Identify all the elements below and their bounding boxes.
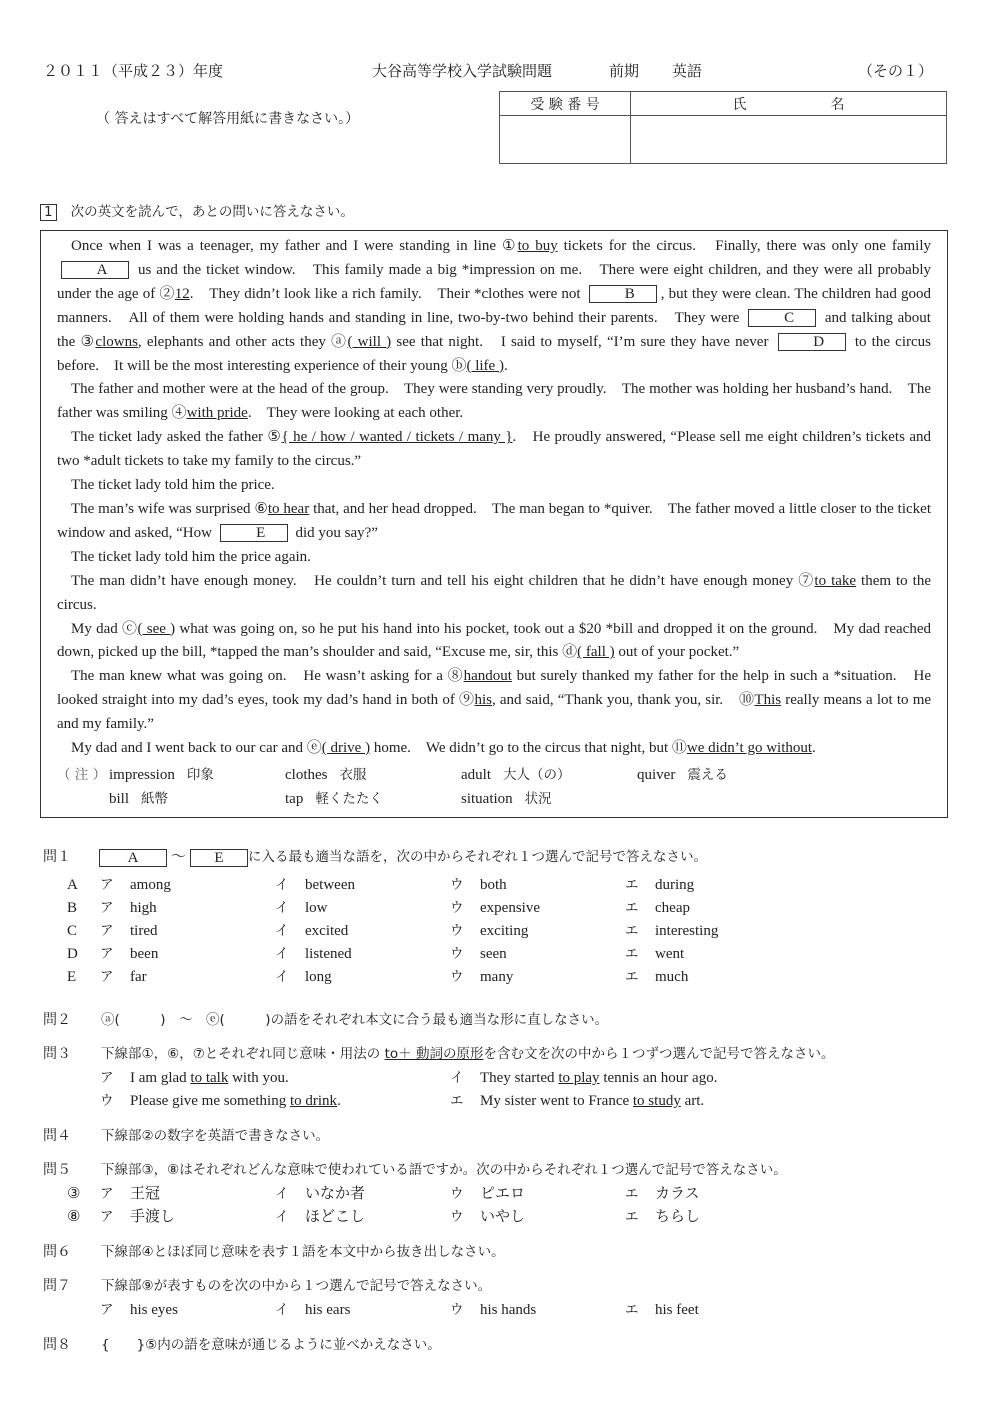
option-key: ウ <box>450 1185 464 1202</box>
passage-paragraph <box>57 235 931 378</box>
underlined-phrase: ( drive ) <box>321 740 371 757</box>
answer-option[interactable] <box>275 966 332 989</box>
answer-option[interactable] <box>100 897 157 920</box>
option-row <box>40 1090 948 1113</box>
underlined-phrase: ( fall ) <box>577 644 615 661</box>
glossary-meaning: 状況 <box>524 790 552 807</box>
question-text: 下線部④とほぼ同じ意味を表す１語を本文中から抜き出しなさい。 <box>101 1243 505 1260</box>
answer-option[interactable] <box>450 920 528 943</box>
answer-option[interactable] <box>275 897 328 920</box>
question-number: 問４ <box>43 1127 71 1144</box>
option-row <box>40 1067 948 1090</box>
option-text: 手渡し <box>130 1208 176 1225</box>
option-key: エ <box>625 899 639 916</box>
answer-option[interactable] <box>100 1090 341 1113</box>
glossary-word: clothes <box>285 766 328 783</box>
answer-option[interactable] <box>100 874 171 897</box>
option-text: expensive <box>480 899 540 916</box>
option-key: エ <box>625 1185 639 1202</box>
glossary-notes <box>57 763 931 811</box>
question-number: 問１ <box>43 848 71 865</box>
option-row <box>40 1183 948 1206</box>
exam-year: ２０１１（平成２３）年度 <box>43 62 224 80</box>
question-7-options <box>40 1299 948 1322</box>
option-underlined: to drink <box>289 1092 338 1109</box>
passage-text: them to the circus. <box>57 572 931 613</box>
option-text: interesting <box>655 922 719 939</box>
option-key: エ <box>625 1301 639 1318</box>
passage-paragraph <box>57 665 931 737</box>
option-text: both <box>480 876 507 893</box>
exam-number-label: 受 験 番 号 <box>500 92 631 116</box>
underlined-phrase: to buy <box>517 238 558 254</box>
question-number: 問６ <box>43 1243 71 1260</box>
underlined-phrase: clowns <box>95 333 138 350</box>
passage-text: , elephants and other acts they ⓐ <box>137 333 348 350</box>
option-text: during <box>655 876 695 893</box>
option-text: long <box>305 968 332 985</box>
question-6 <box>43 1241 948 1263</box>
question-4 <box>43 1125 948 1147</box>
underlined-phrase: to hear <box>267 500 310 517</box>
passage-paragraph <box>57 737 931 761</box>
exam-subject: 英語 <box>672 62 703 80</box>
option-text: much <box>655 968 689 985</box>
passage-text: . They were looking at each other. <box>247 405 464 422</box>
passage-paragraph <box>57 426 931 474</box>
option-row-label: ③ <box>67 1185 81 1202</box>
section-1-heading <box>40 200 354 221</box>
question-number: 問７ <box>43 1277 71 1294</box>
answer-option[interactable] <box>100 1067 289 1090</box>
question-text: { }⑤内の語を意味が通じるように並べかえなさい。 <box>101 1336 441 1353</box>
glossary-item <box>637 763 787 787</box>
glossary-meaning: 印象 <box>186 766 214 783</box>
underlined-phrase: ( see ) <box>137 620 176 637</box>
blank-box-b: B <box>589 285 657 303</box>
passage-paragraph <box>57 378 931 426</box>
answer-option[interactable] <box>100 1183 160 1206</box>
option-text: among <box>130 876 171 893</box>
option-text: his eyes <box>130 1301 178 1318</box>
option-key: イ <box>275 1208 289 1225</box>
option-text: excited <box>305 922 349 939</box>
option-key: ア <box>100 876 114 893</box>
option-row <box>40 966 948 989</box>
option-row-label: E <box>67 968 77 985</box>
passage-text: did you say?” <box>291 524 378 541</box>
question-1-options <box>40 874 948 989</box>
underlined-phrase: handout <box>463 668 512 685</box>
option-text: his ears <box>305 1301 351 1318</box>
option-text: exciting <box>480 922 529 939</box>
option-key: イ <box>275 1185 289 1202</box>
option-key: ウ <box>450 922 464 939</box>
option-text: cheap <box>655 899 690 916</box>
option-text: low <box>305 899 328 916</box>
exam-body <box>40 230 948 1376</box>
option-key: エ <box>625 945 639 962</box>
answer-option[interactable] <box>450 897 540 920</box>
option-row-label: D <box>67 945 78 962</box>
glossary-word: tap <box>285 790 304 807</box>
glossary-item <box>461 787 637 811</box>
option-key: イ <box>275 1301 289 1318</box>
option-text: his feet <box>655 1301 699 1318</box>
option-key: ア <box>100 899 114 916</box>
passage-text: , and said, “Thank you, thank you, sir. ⑩ <box>491 692 755 709</box>
question-text: 下線部②の数字を英語で書きなさい。 <box>101 1127 330 1144</box>
notes-indent <box>57 787 109 811</box>
glossary-word: bill <box>109 790 130 807</box>
passage-paragraphs <box>57 235 931 761</box>
question-1 <box>43 846 948 868</box>
answer-option[interactable] <box>450 1299 536 1322</box>
passage-text: . They didn’t look like a rich family. Their *clothes were not <box>189 285 585 302</box>
question-5-options <box>40 1183 948 1229</box>
passage-paragraph <box>57 474 931 498</box>
glossary-line <box>57 763 931 787</box>
question-text: 下線部③，⑧はそれぞれどんな意味で使われている語ですか。次の中からそれぞれ１つ選んで記号で答えなさい。 <box>101 1161 787 1178</box>
answer-option[interactable] <box>100 943 158 966</box>
glossary-word: situation <box>461 790 513 807</box>
answer-option[interactable] <box>100 966 147 989</box>
option-text: tired <box>130 922 158 939</box>
passage-text: home. We didn’t go to the circus that night, but ⑪ <box>370 740 687 757</box>
option-key: ウ <box>450 945 464 962</box>
answer-option[interactable] <box>450 943 507 966</box>
section-number: 1 <box>40 204 57 221</box>
option-text: between <box>305 876 355 893</box>
section-instruction: 次の英文を読んで，あとの問いに答えなさい。 <box>70 204 354 220</box>
option-key: ウ <box>450 876 464 893</box>
passage-text: out of your pocket.” <box>614 644 740 661</box>
passage-paragraph <box>57 498 931 546</box>
passage-paragraph <box>57 618 931 666</box>
question-text-underlined: to＋ 動詞の原形 <box>384 1045 484 1062</box>
reading-passage <box>40 230 948 818</box>
option-key: イ <box>275 968 289 985</box>
answer-option[interactable] <box>275 1206 365 1229</box>
option-text: いやし <box>480 1208 526 1225</box>
glossary-meaning: 大人（の） <box>503 766 571 783</box>
passage-text: , but they were clean. The children had good manners. All of them were holding hands and standing in line, two-by-two behind their parents. They were <box>57 285 931 326</box>
option-row <box>40 897 948 920</box>
range-tilde: 〜 <box>171 848 187 865</box>
question-text: 下線部①，⑥，⑦とそれぞれ同じ意味・用法の <box>101 1045 385 1062</box>
option-row <box>40 1299 948 1322</box>
answer-option[interactable] <box>275 943 352 966</box>
passage-text: . <box>503 357 508 374</box>
option-text: ピエロ <box>480 1185 526 1202</box>
question-number: 問５ <box>43 1161 71 1178</box>
option-key: エ <box>450 1092 464 1109</box>
passage-paragraph <box>57 570 931 618</box>
option-key: ア <box>100 1301 114 1318</box>
underlined-phrase: ( will ) <box>347 333 392 350</box>
option-text: tennis an hour ago. <box>599 1069 718 1086</box>
passage-text: and talking about the ③ <box>57 309 931 350</box>
underlined-phrase: { he / how / wanted / tickets / many } <box>281 429 513 446</box>
passage-text: My dad ⓒ <box>71 620 138 637</box>
question-number: 問２ <box>43 1011 71 1028</box>
option-text: seen <box>480 945 507 962</box>
answer-option[interactable] <box>625 920 718 943</box>
option-key: ア <box>100 968 114 985</box>
option-row <box>40 1206 948 1229</box>
option-row-label: A <box>67 876 78 893</box>
option-text: いなか者 <box>305 1185 366 1202</box>
glossary-item <box>109 787 285 811</box>
option-key: エ <box>625 1208 639 1225</box>
option-text: ほどこし <box>305 1208 366 1225</box>
passage-text: The man’s wife was surprised ⑥ <box>71 500 268 517</box>
glossary-word: impression <box>109 766 175 783</box>
answer-option[interactable] <box>450 1067 717 1090</box>
option-underlined: to study <box>632 1092 681 1109</box>
passage-text: The ticket lady told him the price. <box>71 477 275 494</box>
underlined-phrase: we didn’t go without <box>686 740 813 757</box>
option-key: ウ <box>450 899 464 916</box>
option-underlined: to play <box>558 1069 600 1086</box>
option-text: カラス <box>655 1185 700 1202</box>
passage-text: The man knew what was going on. He wasn’t asking for a ⑧ <box>71 668 464 685</box>
option-text: his hands <box>480 1301 537 1318</box>
underlined-phrase: his <box>474 692 492 709</box>
glossary-meaning: 衣服 <box>339 766 367 783</box>
option-key: イ <box>275 922 289 939</box>
passage-text: The ticket lady told him the price again. <box>71 548 311 565</box>
option-key: イ <box>275 899 289 916</box>
answer-option[interactable] <box>450 966 513 989</box>
answer-option[interactable] <box>450 1183 525 1206</box>
answer-option[interactable] <box>450 1090 704 1113</box>
answer-option[interactable] <box>625 1206 700 1229</box>
option-key: ウ <box>100 1092 114 1109</box>
name-field[interactable] <box>631 116 947 164</box>
option-row-label: C <box>67 922 78 939</box>
option-key: ア <box>100 945 114 962</box>
glossary-meaning: 紙幣 <box>141 790 169 807</box>
option-text: My sister went to France <box>480 1092 633 1109</box>
question-text: に入る最も適当な語を，次の中からそれぞれ１つ選んで記号で答えなさい。 <box>248 848 708 865</box>
option-text: art. <box>680 1092 705 1109</box>
passage-text: . <box>812 740 816 757</box>
exam-term: 前期 <box>609 62 640 80</box>
answer-option[interactable] <box>625 1183 700 1206</box>
option-key: エ <box>625 968 639 985</box>
blank-box-d: D <box>778 333 846 351</box>
option-text: listened <box>305 945 352 962</box>
answer-option[interactable] <box>100 920 158 943</box>
option-text: with you. <box>228 1069 289 1086</box>
option-key: ウ <box>450 1208 464 1225</box>
question-text: を含む文を次の中から１つずつ選んで記号で答えなさい。 <box>483 1045 835 1062</box>
glossary-meaning: 軽くたたく <box>315 790 383 807</box>
answer-option[interactable] <box>450 874 507 897</box>
option-key: エ <box>625 876 639 893</box>
option-key: ア <box>100 1069 114 1086</box>
question-number: 問８ <box>43 1336 71 1353</box>
passage-text: us and the ticket window. This family made a big *impression on me. There were eight children, and they were all probably under the age of ② <box>57 261 931 302</box>
answer-option[interactable] <box>100 1206 175 1229</box>
option-row-label: ⑧ <box>67 1208 81 1225</box>
option-text: 王冠 <box>130 1185 161 1202</box>
question-3 <box>43 1043 948 1065</box>
option-key: エ <box>625 922 639 939</box>
option-row <box>40 874 948 897</box>
answer-option[interactable] <box>625 897 690 920</box>
answer-option[interactable] <box>275 874 355 897</box>
option-underlined: to talk <box>190 1069 229 1086</box>
passage-text: My dad and I went back to our car and ⓔ <box>71 740 322 757</box>
question-text: 下線部⑨が表すものを次の中から１つ選んで記号で答えなさい。 <box>101 1277 492 1294</box>
option-key: ア <box>100 1185 114 1202</box>
option-text: been <box>130 945 159 962</box>
option-key: ウ <box>450 968 464 985</box>
option-key: ア <box>100 1208 114 1225</box>
glossary-item <box>461 763 637 787</box>
question-5 <box>43 1159 948 1181</box>
blank-box-e: E <box>220 524 288 542</box>
glossary-item <box>109 763 285 787</box>
option-text: went <box>655 945 685 962</box>
passage-text: see that night. I said to myself, “I’m sure they have never <box>391 333 774 350</box>
answer-option[interactable] <box>625 874 694 897</box>
passage-text: but surely thanked my father for the help in such a *situation. He looked straight into my dad’s eyes, took my dad’s hand in both of ⑨ <box>57 668 931 709</box>
answer-option[interactable] <box>275 1183 365 1206</box>
passage-text: Once when I was a teenager, my father and I were standing in line ① <box>71 238 518 254</box>
option-text: ちらし <box>655 1208 701 1225</box>
glossary-word: adult <box>461 766 491 783</box>
question-7 <box>43 1275 948 1297</box>
passage-paragraph <box>57 546 931 570</box>
passage-text: really means a lot to me and my family.” <box>57 692 932 733</box>
id-box <box>499 91 947 164</box>
option-text: They started <box>480 1069 559 1086</box>
option-text: I am glad <box>130 1069 191 1086</box>
answer-option[interactable] <box>100 1299 178 1322</box>
option-text: . <box>337 1092 341 1109</box>
answer-option[interactable] <box>275 1299 350 1322</box>
underlined-phrase: to take <box>814 572 857 589</box>
option-row <box>40 920 948 943</box>
page-number: （その１） <box>858 62 934 80</box>
option-key: イ <box>275 945 289 962</box>
answer-option[interactable] <box>275 920 348 943</box>
option-text: Please give me something <box>130 1092 290 1109</box>
glossary-meaning: 震える <box>687 766 728 783</box>
option-key: ア <box>100 922 114 939</box>
glossary-item <box>285 763 461 787</box>
passage-text: to the circus before. It will be the most interesting experience of their young ⓑ <box>57 333 932 374</box>
underlined-phrase: ( life ) <box>466 357 504 374</box>
option-row <box>40 943 948 966</box>
underlined-phrase: 12 <box>174 285 190 302</box>
exam-number-field[interactable] <box>500 116 631 164</box>
underlined-phrase: This <box>754 692 782 709</box>
option-text: far <box>130 968 147 985</box>
answer-option[interactable] <box>450 1206 525 1229</box>
option-text: high <box>130 899 157 916</box>
glossary-item <box>285 787 461 811</box>
answer-option[interactable] <box>625 966 688 989</box>
glossary-line <box>57 787 931 811</box>
question-number: 問３ <box>43 1045 71 1062</box>
underlined-phrase: with pride <box>186 405 248 422</box>
notes-label: （ 注 ） <box>57 766 107 783</box>
option-key: イ <box>450 1069 464 1086</box>
answer-option[interactable] <box>625 1299 699 1322</box>
passage-text: The father and mother were at the head of the group. They were standing very proudly. The mother was holding her husband’s hand. The father was smiling ④ <box>57 381 931 422</box>
name-label: 氏 名 <box>631 92 947 116</box>
passage-text: that, and her head dropped. The man began to *quiver. The father moved a little closer to the ticket window and asked, “How <box>57 500 931 541</box>
question-2 <box>43 1009 948 1031</box>
option-row-label: B <box>67 899 78 916</box>
answer-option[interactable] <box>625 943 684 966</box>
question-text: ⓐ( ) 〜 ⓔ( )の語をそれぞれ本文に合う最も適当な形に直しなさい。 <box>101 1011 609 1028</box>
option-key: ウ <box>450 1301 464 1318</box>
glossary-word: quiver <box>637 766 676 783</box>
option-text: many <box>480 968 514 985</box>
option-key: イ <box>275 876 289 893</box>
question-3-options <box>40 1067 948 1113</box>
blank-box-a: A <box>61 261 129 279</box>
question-8 <box>43 1334 948 1356</box>
blank-box-e: E <box>190 849 248 867</box>
passage-text: what was going on, so he put his hand into his pocket, took out a $20 *bill and dropped it on the ground. My dad reached down, picked up the bill, *tapped the man’s shoulder and said, “Excuse me, sir, this ⓓ <box>57 620 931 661</box>
answer-instruction: （ 答えはすべて解答用紙に書きなさい。） <box>96 111 360 127</box>
blank-box-a: A <box>99 849 167 867</box>
passage-text: The man didn’t have enough money. He couldn’t turn and tell his eight children that he didn’t have enough money ⑦ <box>71 572 815 589</box>
exam-title: 大谷高等学校入学試験問題 <box>372 62 553 80</box>
passage-text: The ticket lady asked the father ⑤ <box>71 429 282 446</box>
blank-box-c: C <box>748 309 816 327</box>
passage-text: tickets for the circus. Finally, there was only one family <box>557 238 932 254</box>
passage-text: . He proudly answered, “Please sell me eight children’s tickets and two *adult tickets to take my family to the circus.” <box>57 429 931 470</box>
